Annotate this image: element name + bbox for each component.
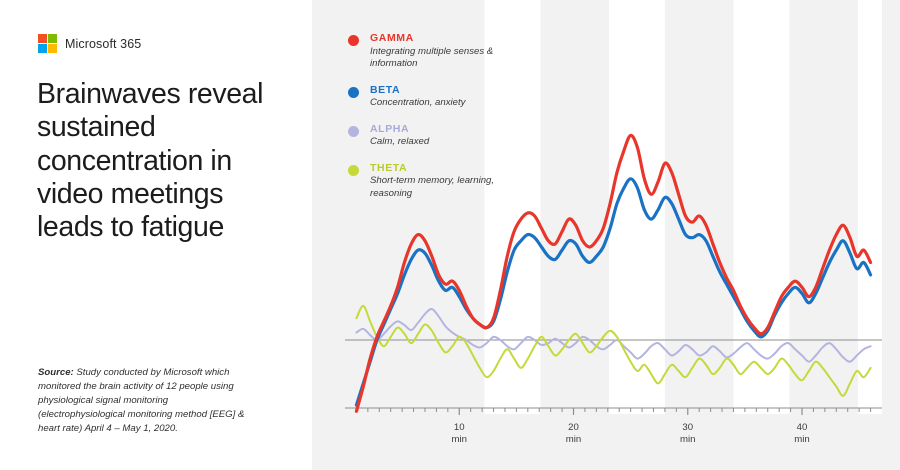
source-note	[38, 366, 256, 436]
page-title: Brainwaves reveal sustained concentration in video meetings leads to fatigue	[37, 78, 264, 244]
brand-name: Microsoft 365	[65, 36, 142, 51]
brand-lockup	[38, 34, 141, 53]
source-text: Study conducted by Microsoft which monitored the brain activity of 12 people using physiological signal monitoring (electrophysiological monitoring method [EEG] & heart rate) April 4 – May 1, 2020.	[38, 367, 245, 434]
legend-desc-gamma: Integrating multiple senses & information	[370, 45, 494, 70]
legend-dot-theta	[348, 165, 359, 176]
source-label: Source:	[38, 367, 74, 378]
legend-dot-gamma	[348, 35, 359, 46]
legend-desc-theta: Short-term memory, learning, reasoning	[370, 175, 495, 199]
legend-desc-alpha: Calm, relaxed	[370, 136, 430, 148]
legend-dot-beta	[348, 87, 359, 98]
x-axis-tick-label: 30	[682, 422, 694, 433]
legend-item-beta	[348, 84, 528, 110]
legend-label-alpha: ALPHA	[370, 122, 410, 135]
legend-item-theta	[348, 162, 528, 201]
x-axis-unit-label: min	[794, 434, 810, 445]
x-axis-tick-label: 20	[568, 422, 579, 433]
legend-label-gamma: GAMMA	[370, 32, 414, 44]
x-axis-unit-label: min	[680, 434, 696, 445]
x-axis-tick-label: 10	[453, 422, 465, 433]
chart-panel	[312, 0, 900, 470]
legend-label-beta: BETA	[370, 83, 401, 96]
chart-legend	[348, 32, 528, 213]
microsoft-logo-icon	[38, 34, 57, 53]
legend-dot-alpha	[348, 126, 359, 137]
left-panel	[0, 0, 312, 470]
x-axis-unit-label: min	[565, 434, 582, 445]
legend-desc-beta: Concentration, anxiety	[370, 97, 466, 109]
chart-x-axis-tick-labels	[452, 422, 810, 445]
x-axis-tick-label: 40	[796, 422, 808, 433]
legend-item-gamma	[348, 32, 528, 71]
chart-band	[733, 0, 789, 414]
legend-label-theta: THETA	[370, 161, 408, 174]
legend-item-alpha	[348, 123, 528, 149]
x-axis-unit-label: min	[451, 434, 467, 445]
